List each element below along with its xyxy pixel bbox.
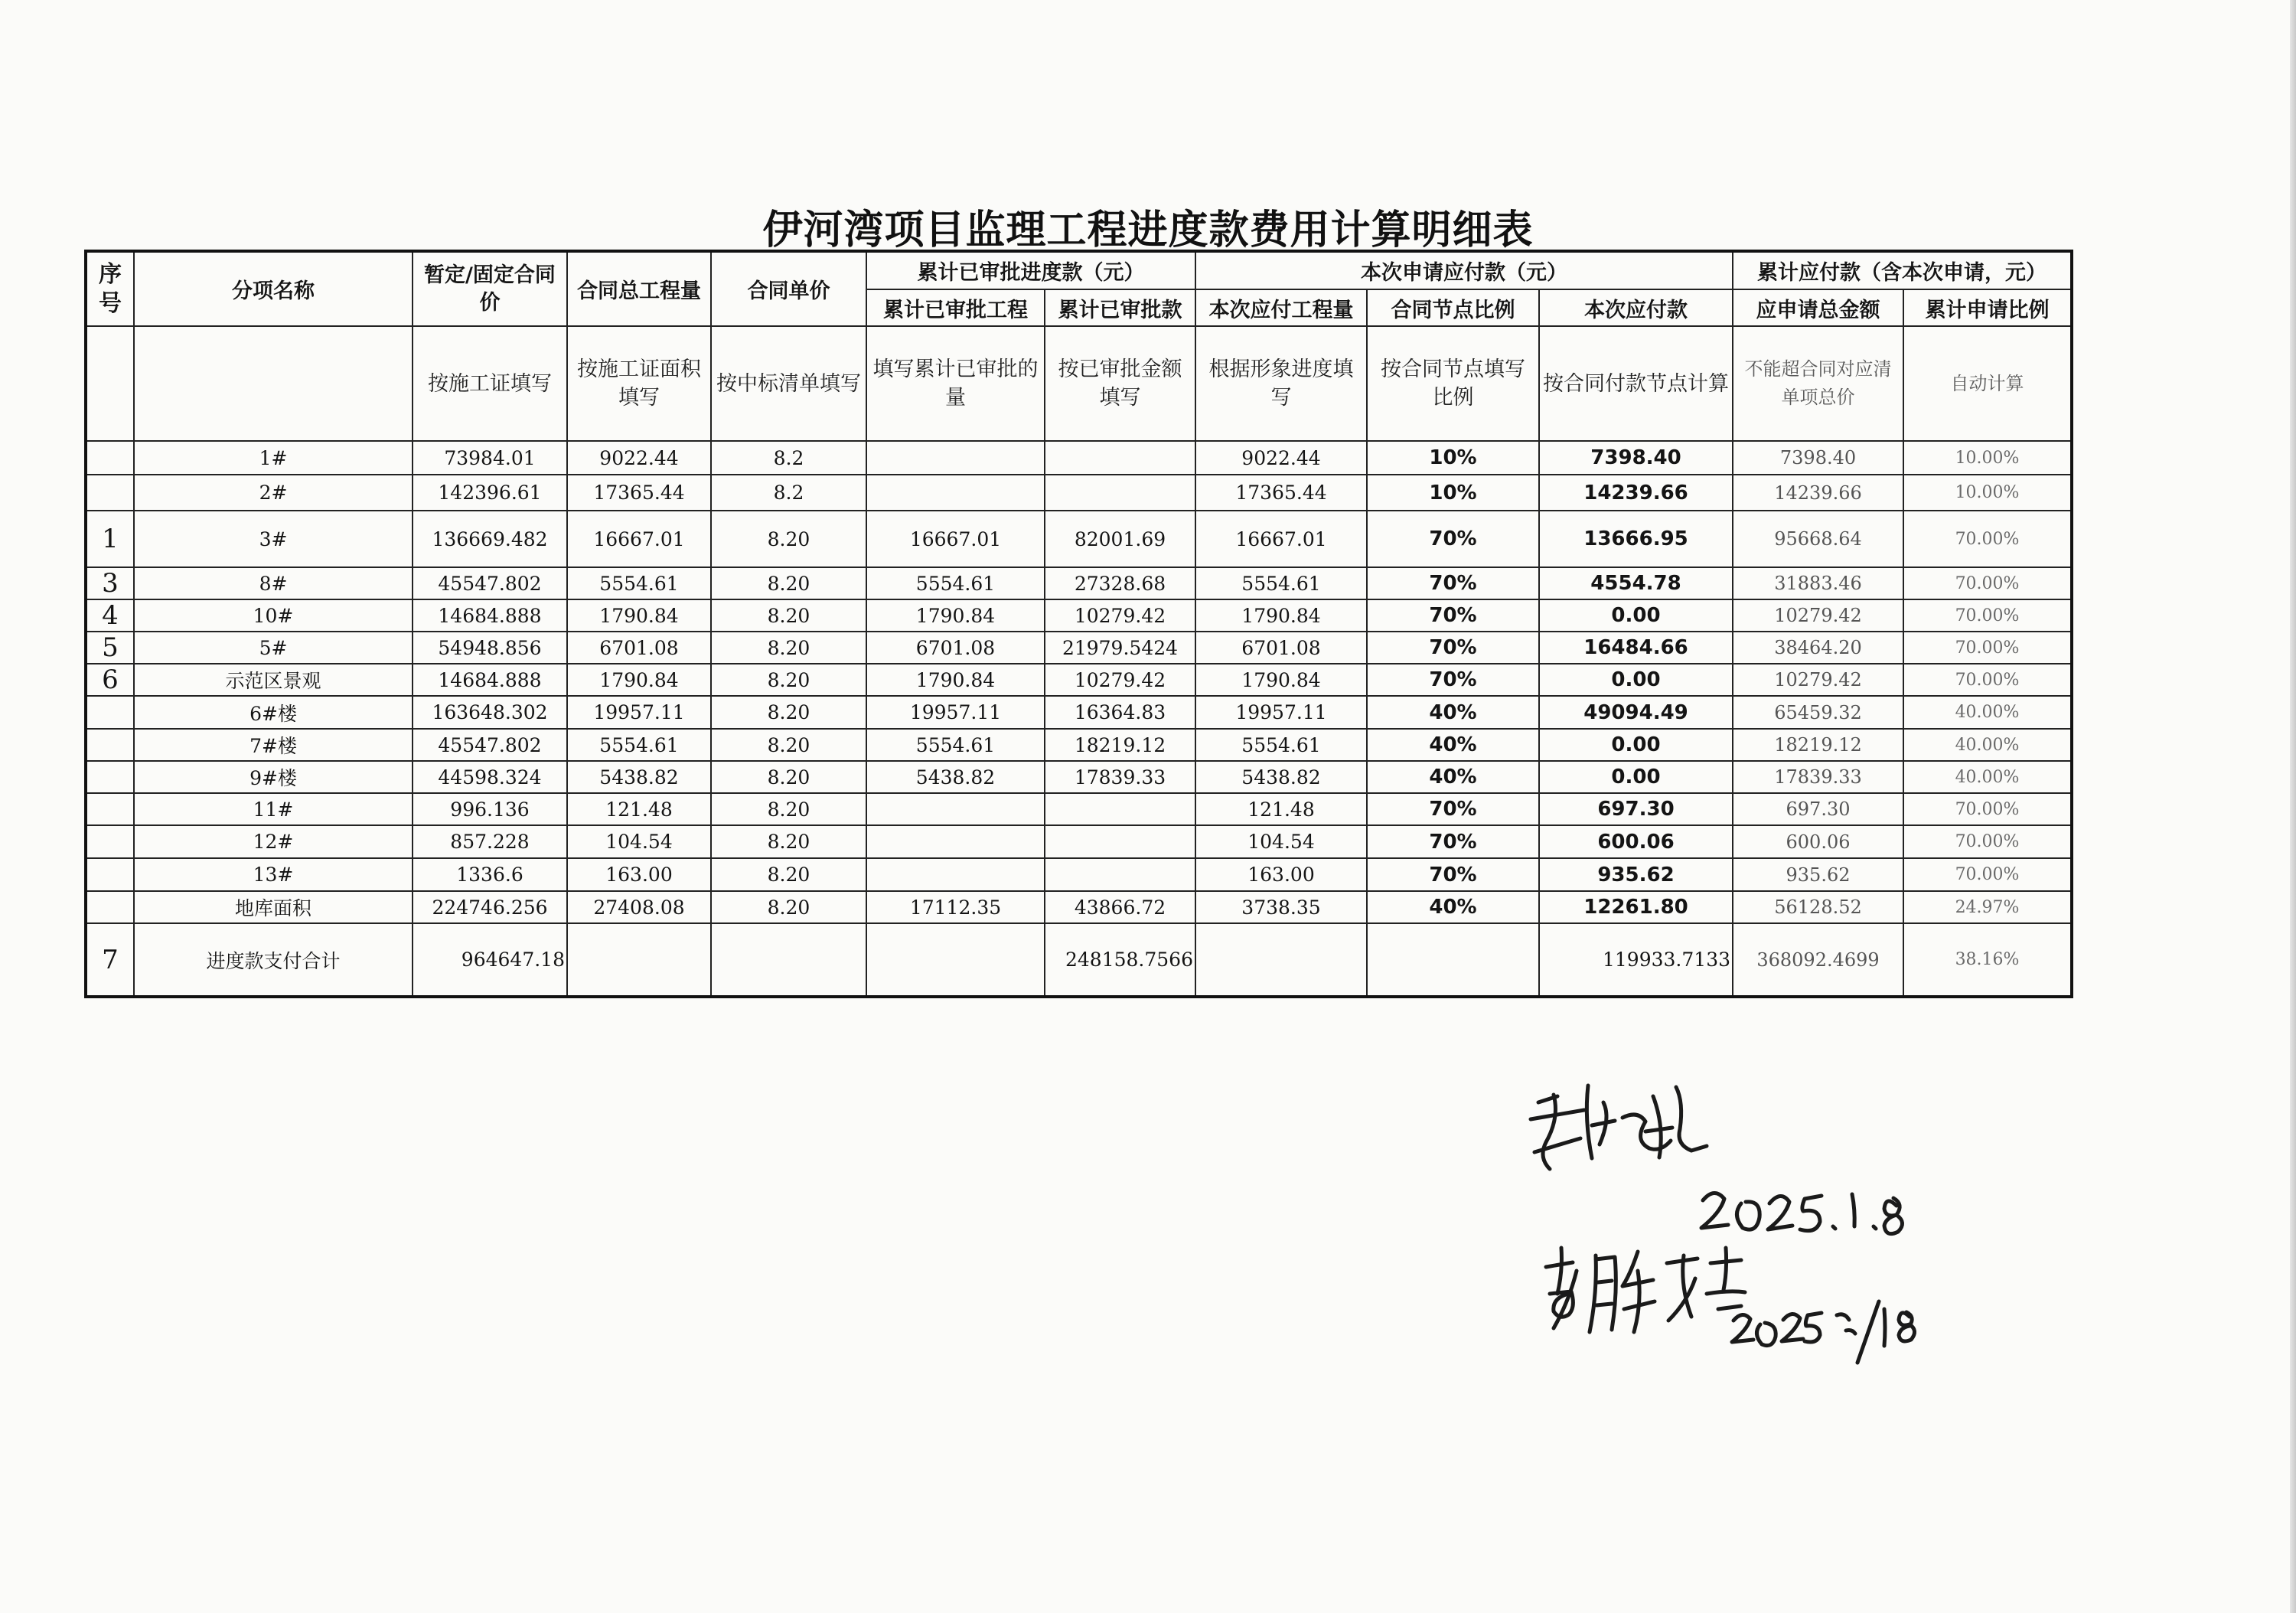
cell-total-apply: 17839.33 [1733,761,1903,793]
cell-total-qty: 9022.44 [567,441,711,475]
cell-total-apply: 697.30 [1733,793,1903,825]
cell-name: 11# [134,793,413,825]
cell-contract-price: 45547.802 [413,567,567,599]
cell-node-ratio: 70% [1367,793,1539,825]
total-approved-amt: 248158.7566 [1045,923,1195,997]
cell-current-amt: 4554.78 [1539,567,1733,599]
cell-total-qty: 1790.84 [567,664,711,696]
cell-total-qty: 1790.84 [567,599,711,632]
cell-approved-qty: 19957.11 [866,696,1045,729]
cell-approved-qty: 5438.82 [866,761,1045,793]
cell-name: 12# [134,825,413,858]
cell-total-apply: 14239.66 [1733,475,1903,511]
cell-current-amt: 0.00 [1539,599,1733,632]
cell-contract-price: 54948.856 [413,632,567,664]
cell-unit-price: 8.20 [711,825,866,858]
cell-name: 7#楼 [134,729,413,761]
header-approved-group: 累计已审批进度款（元） [866,251,1195,289]
cell-node-ratio: 40% [1367,729,1539,761]
cell-name: 5# [134,632,413,664]
cell-unit-price: 8.20 [711,599,866,632]
note-apply-ratio: 自动计算 [1903,326,2072,441]
cell-current-amt: 0.00 [1539,729,1733,761]
signature-2-date [1732,1301,1915,1363]
cell-current-amt: 935.62 [1539,858,1733,891]
header-current-quantity: 本次应付工程量 [1195,289,1367,326]
cell-current-amt: 0.00 [1539,664,1733,696]
total-name: 进度款支付合计 [134,923,413,997]
cell-seq: 3 [86,567,134,599]
cell-approved-qty: 17112.35 [866,891,1045,923]
total-apply-ratio: 38.16% [1903,923,2072,997]
cell-seq: 1 [86,511,134,567]
cell-current-amt: 49094.49 [1539,696,1733,729]
header-approved-quantity: 累计已审批工程 [866,289,1045,326]
cell-contract-price: 14684.888 [413,664,567,696]
note-total-quantity: 按施工证面积填写 [567,326,711,441]
cell-total-qty: 16667.01 [567,511,711,567]
cell-current-qty: 5554.61 [1195,567,1367,599]
note-current-amount: 按合同付款节点计算 [1539,326,1733,441]
cell-unit-price: 8.20 [711,858,866,891]
cell-current-qty: 17365.44 [1195,475,1367,511]
header-seq: 序 号 [86,251,134,326]
cell-unit-price: 8.20 [711,761,866,793]
cell-current-qty: 5554.61 [1195,729,1367,761]
cell-total-apply: 7398.40 [1733,441,1903,475]
cell-approved-amt: 10279.42 [1045,599,1195,632]
cell-contract-price: 163648.302 [413,696,567,729]
signature-1-date [1701,1193,1903,1233]
cell-apply-ratio: 70.00% [1903,858,2072,891]
header-apply-ratio: 累计申请比例 [1903,289,2072,326]
cell-contract-price: 996.136 [413,793,567,825]
cell-total-apply: 31883.46 [1733,567,1903,599]
cell-approved-qty: 6701.08 [866,632,1045,664]
cell-approved-qty: 16667.01 [866,511,1045,567]
cell-contract-price: 44598.324 [413,761,567,793]
cell-unit-price: 8.20 [711,567,866,599]
cell-name: 示范区景观 [134,664,413,696]
cell-node-ratio: 10% [1367,475,1539,511]
cell-name: 6#楼 [134,696,413,729]
cell-unit-price: 8.20 [711,793,866,825]
cell-contract-price: 14684.888 [413,599,567,632]
cell-node-ratio: 40% [1367,891,1539,923]
cell-total-apply: 600.06 [1733,825,1903,858]
cell-apply-ratio: 70.00% [1903,793,2072,825]
cell-current-amt: 600.06 [1539,825,1733,858]
cell-contract-price: 142396.61 [413,475,567,511]
cell-unit-price: 8.20 [711,696,866,729]
cell-current-amt: 14239.66 [1539,475,1733,511]
header-approved-amount: 累计已审批款 [1045,289,1195,326]
header-total-quantity: 合同总工程量 [567,251,711,326]
document-title: 伊河湾项目监理工程进度款费用计算明细表 [762,207,1534,253]
cell-apply-ratio: 70.00% [1903,632,2072,664]
cell-total-apply: 56128.52 [1733,891,1903,923]
cell-current-qty: 1790.84 [1195,599,1367,632]
cell-apply-ratio: 70.00% [1903,599,2072,632]
signature-1 [1531,1086,1707,1169]
cell-contract-price: 857.228 [413,825,567,858]
cell-total-apply: 95668.64 [1733,511,1903,567]
cell-current-amt: 16484.66 [1539,632,1733,664]
note-current-quantity: 根据形象进度填写 [1195,326,1367,441]
cell-node-ratio: 10% [1367,441,1539,475]
cell-current-qty: 3738.35 [1195,891,1367,923]
header-item-name: 分项名称 [134,251,413,326]
cell-apply-ratio: 40.00% [1903,761,2072,793]
note-approved-quantity: 填写累计已审批的量 [866,326,1045,441]
cell-current-amt: 7398.40 [1539,441,1733,475]
cell-current-qty: 121.48 [1195,793,1367,825]
header-current-group: 本次申请应付款（元） [1195,251,1733,289]
cell-approved-amt: 10279.42 [1045,664,1195,696]
cell-node-ratio: 70% [1367,599,1539,632]
cell-approved-qty: 1790.84 [866,664,1045,696]
cell-name: 10# [134,599,413,632]
cell-node-ratio: 70% [1367,858,1539,891]
cell-contract-price: 1336.6 [413,858,567,891]
header-current-amount: 本次应付款 [1539,289,1733,326]
cell-current-qty: 104.54 [1195,825,1367,858]
header-node-ratio: 合同节点比例 [1367,289,1539,326]
note-total-apply: 不能超合同对应清单项总价 [1733,326,1903,441]
cell-approved-amt: 18219.12 [1045,729,1195,761]
total-current-amt: 119933.7133 [1539,923,1733,997]
cell-name: 8# [134,567,413,599]
cell-approved-amt: 43866.72 [1045,891,1195,923]
total-seq: 7 [86,923,134,997]
header-cumulative-group: 累计应付款（含本次申请，元） [1733,251,2072,289]
cell-total-apply: 10279.42 [1733,664,1903,696]
cell-total-qty: 163.00 [567,858,711,891]
cell-total-qty: 104.54 [567,825,711,858]
cell-apply-ratio: 40.00% [1903,729,2072,761]
cell-current-amt: 13666.95 [1539,511,1733,567]
cell-total-qty: 19957.11 [567,696,711,729]
note-approved-amount: 按已审批金额填写 [1045,326,1195,441]
cell-approved-qty: 5554.61 [866,567,1045,599]
cell-seq: 4 [86,599,134,632]
cell-apply-ratio: 10.00% [1903,475,2072,511]
cell-current-qty: 1790.84 [1195,664,1367,696]
cell-node-ratio: 70% [1367,567,1539,599]
total-contract-price: 964647.18 [413,923,567,997]
cell-total-qty: 17365.44 [567,475,711,511]
cell-unit-price: 8.20 [711,664,866,696]
cell-total-qty: 121.48 [567,793,711,825]
header-total-apply: 应申请总金额 [1733,289,1903,326]
cell-contract-price: 45547.802 [413,729,567,761]
total-total-apply: 368092.4699 [1733,923,1903,997]
cell-unit-price: 8.20 [711,511,866,567]
cell-apply-ratio: 70.00% [1903,825,2072,858]
cell-seq: 6 [86,664,134,696]
cell-unit-price: 8.20 [711,891,866,923]
cell-approved-qty: 5554.61 [866,729,1045,761]
cell-approved-amt: 16364.83 [1045,696,1195,729]
cell-approved-amt: 17839.33 [1045,761,1195,793]
cell-total-qty: 27408.08 [567,891,711,923]
cell-contract-price: 224746.256 [413,891,567,923]
cell-contract-price: 136669.482 [413,511,567,567]
cell-current-qty: 9022.44 [1195,441,1367,475]
cell-unit-price: 8.20 [711,632,866,664]
cell-total-qty: 5554.61 [567,729,711,761]
cell-node-ratio: 40% [1367,761,1539,793]
cell-seq: 5 [86,632,134,664]
cell-current-qty: 6701.08 [1195,632,1367,664]
cell-apply-ratio: 10.00% [1903,441,2072,475]
cell-current-amt: 697.30 [1539,793,1733,825]
cell-unit-price: 8.2 [711,475,866,511]
header-unit-price: 合同单价 [711,251,866,326]
cell-name: 地库面积 [134,891,413,923]
cell-apply-ratio: 40.00% [1903,696,2072,729]
cell-total-apply: 65459.32 [1733,696,1903,729]
note-unit-price: 按中标清单填写 [711,326,866,441]
cell-apply-ratio: 24.97% [1903,891,2072,923]
cell-current-amt: 12261.80 [1539,891,1733,923]
cell-name: 2# [134,475,413,511]
cell-current-qty: 19957.11 [1195,696,1367,729]
cell-unit-price: 8.2 [711,441,866,475]
cell-current-amt: 0.00 [1539,761,1733,793]
cell-current-qty: 16667.01 [1195,511,1367,567]
cell-name: 13# [134,858,413,891]
cell-total-apply: 10279.42 [1733,599,1903,632]
cell-total-apply: 18219.12 [1733,729,1903,761]
note-node-ratio: 按合同节点填写比例 [1367,326,1539,441]
note-contract-price: 按施工证填写 [413,326,567,441]
cell-unit-price: 8.20 [711,729,866,761]
cell-total-qty: 5438.82 [567,761,711,793]
cell-node-ratio: 40% [1367,696,1539,729]
cell-apply-ratio: 70.00% [1903,511,2072,567]
cell-approved-qty: 1790.84 [866,599,1045,632]
cell-approved-amt: 82001.69 [1045,511,1195,567]
cell-apply-ratio: 70.00% [1903,664,2072,696]
cell-node-ratio: 70% [1367,664,1539,696]
cell-node-ratio: 70% [1367,511,1539,567]
cell-total-qty: 5554.61 [567,567,711,599]
cell-name: 9#楼 [134,761,413,793]
cell-contract-price: 73984.01 [413,441,567,475]
cell-current-qty: 163.00 [1195,858,1367,891]
signature-2 [1546,1248,1745,1332]
cell-node-ratio: 70% [1367,632,1539,664]
cell-node-ratio: 70% [1367,825,1539,858]
cell-total-apply: 935.62 [1733,858,1903,891]
cell-approved-amt: 27328.68 [1045,567,1195,599]
cell-total-apply: 38464.20 [1733,632,1903,664]
cell-apply-ratio: 70.00% [1903,567,2072,599]
cell-name: 1# [134,441,413,475]
cell-current-qty: 5438.82 [1195,761,1367,793]
cell-total-qty: 6701.08 [567,632,711,664]
cell-name: 3# [134,511,413,567]
cell-approved-amt: 21979.5424 [1045,632,1195,664]
header-contract-price: 暂定/固定合同价 [413,251,567,326]
